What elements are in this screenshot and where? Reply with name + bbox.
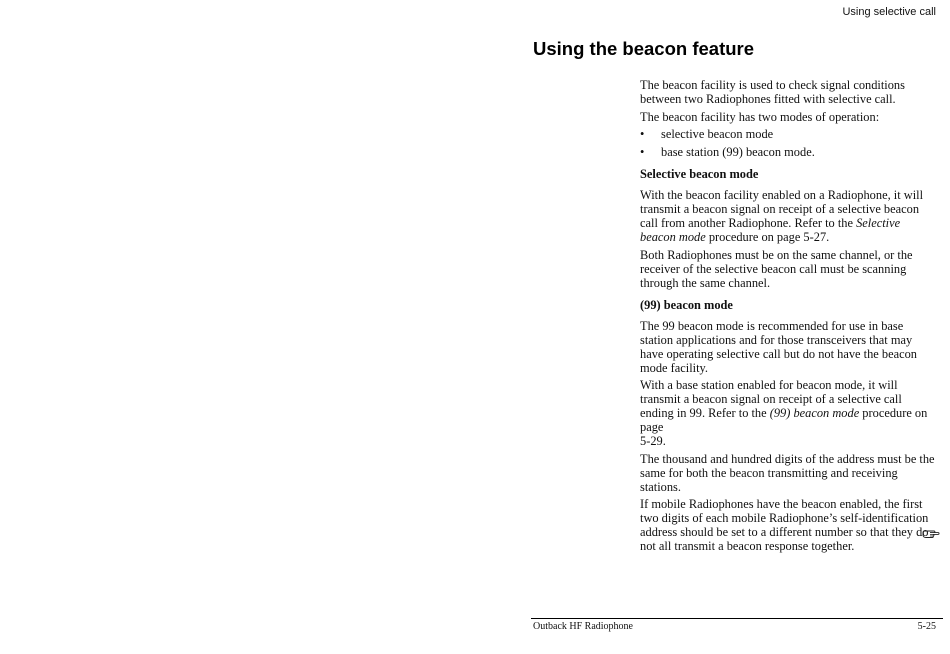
list-item-text: base station (99) beacon mode. xyxy=(661,145,815,159)
modes-list xyxy=(640,127,936,159)
body-column xyxy=(640,78,936,557)
footer-page-number: 5-25 xyxy=(917,621,936,632)
list-item xyxy=(640,127,936,141)
intro-paragraph-2: The beacon facility has two modes of operation: xyxy=(640,109,880,124)
beacon-99-procedure-reference: (99) beacon mode xyxy=(769,406,860,420)
bullet-marker: • xyxy=(640,127,645,141)
list-item xyxy=(640,145,936,159)
page-title: Using the beacon feature xyxy=(533,38,755,59)
selective-paragraph-2: Both Radiophones must be on the same channel, or the receiver of the selective beacon call must be scanning through the same channel. xyxy=(640,247,913,290)
beacon-99-paragraph-4: If mobile Radiophones have the beacon enabled, the first two digits of each mobile Radiophone’s self-identification address should be set to a different number so that they do not all transmit a beacon response together. xyxy=(640,497,929,553)
beacon-99-paragraph-2 xyxy=(640,378,936,448)
beacon-99-paragraph-3: The thousand and hundred digits of the address must be the same for both the beacon transmitting and receiving stations. xyxy=(640,451,935,494)
selective-procedure-reference: Selective beacon mode xyxy=(640,216,901,244)
beacon-99-p2-page-ref: procedure on page xyxy=(640,406,928,434)
footer-divider xyxy=(531,618,943,619)
beacon-99-page-number: 5-29. xyxy=(640,434,666,448)
bullet-marker: • xyxy=(640,145,645,159)
list-item-text: selective beacon mode xyxy=(661,127,774,141)
footer-product-name: Outback HF Radiophone xyxy=(533,621,633,632)
pointing-hand-icon xyxy=(922,528,940,540)
intro-paragraph-1: The beacon facility is used to check signal conditions between two Radiophones fitted with selective call. xyxy=(640,78,905,106)
selective-p1-text: With the beacon facility enabled on a Radiophone, it will transmit a beacon signal on receipt of a selective beacon call from another Radiophone. Refer to the xyxy=(640,188,924,230)
beacon-99-paragraph-1: The 99 beacon mode is recommended for use in base station applications and for those transceivers that may have operating selective call but do not have the beacon mode facility. xyxy=(640,318,917,375)
running-header: Using selective call xyxy=(842,6,936,18)
beacon-99-heading: (99) beacon mode xyxy=(640,297,733,312)
selective-p1-page-ref: procedure on page 5-27. xyxy=(705,230,830,244)
beacon-99-p2-text: With a base station enabled for beacon mode, it will transmit a beacon signal on receipt of a selective call ending in 99. Refer to the xyxy=(640,378,902,420)
selective-paragraph-1 xyxy=(640,188,936,244)
selective-beacon-heading: Selective beacon mode xyxy=(640,167,759,181)
